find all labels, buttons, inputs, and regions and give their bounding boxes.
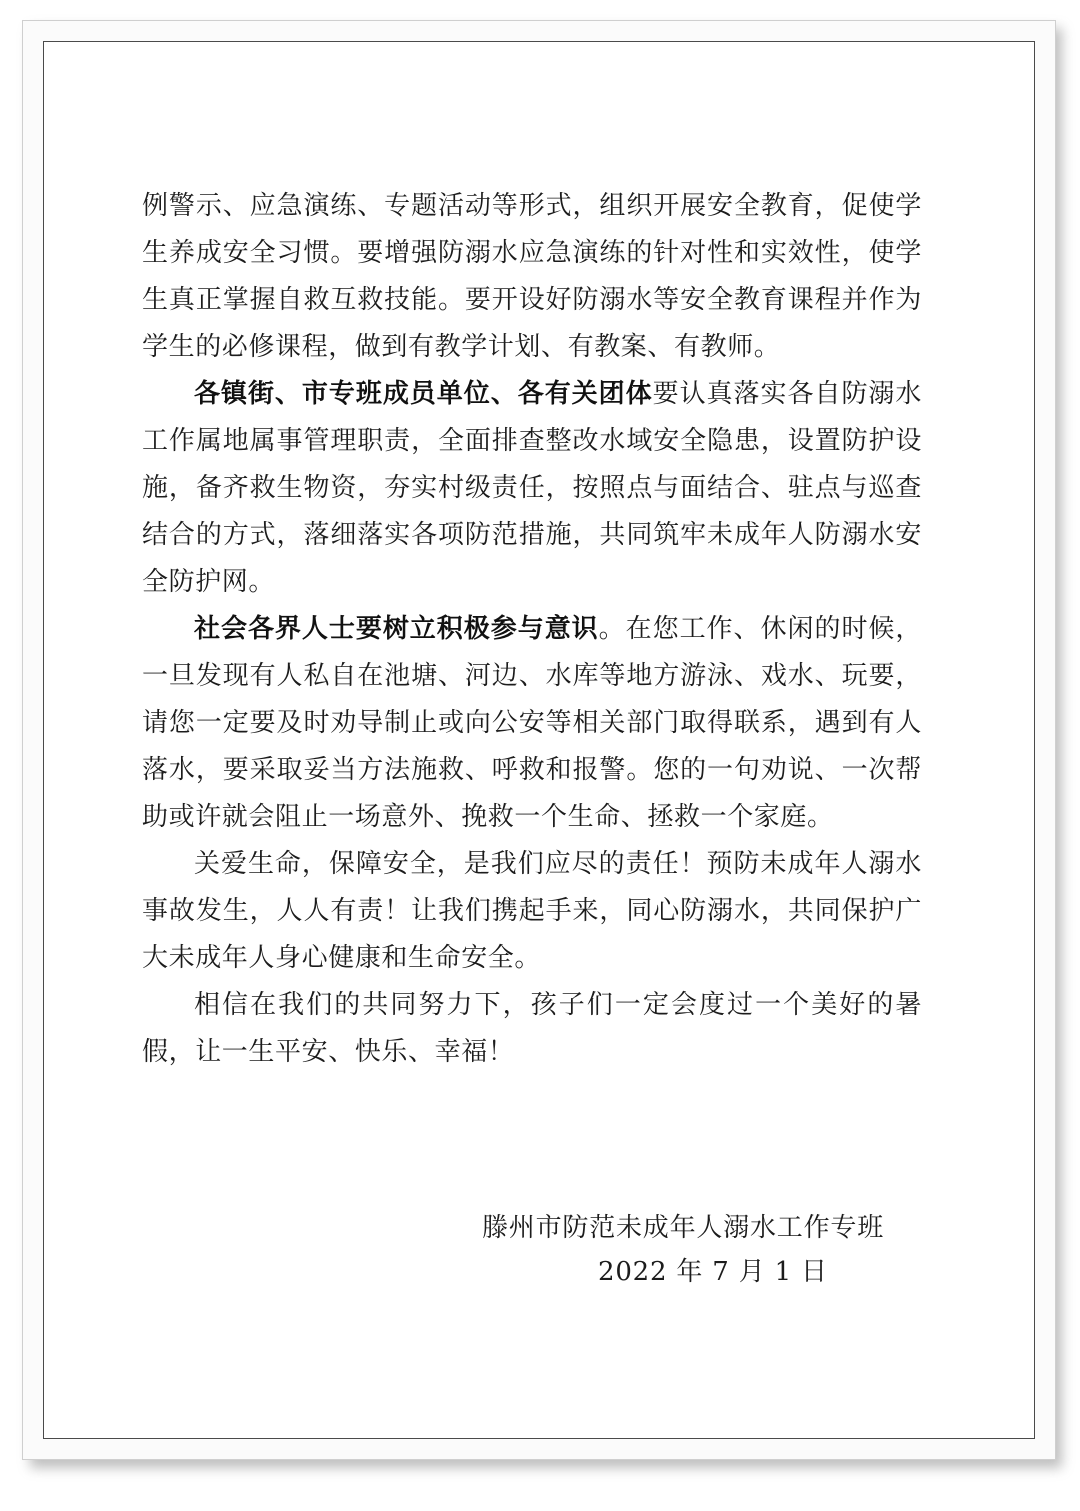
document-body xyxy=(142,183,922,1076)
paragraph-4: 关爱生命，保障安全，是我们应尽的责任！预防未成年人溺水事故发生，人人有责！让我们携起手来，同心防溺水，共同保护广大未成年人身心健康和生命安全。 xyxy=(142,849,922,973)
paragraph-2-text: 要认真落实各自防溺水工作属地属事管理职责，全面排查整改水域安全隐患，设置防护设施，备齐救生物资，夯实村级责任，按照点与面结合、驻点与巡查结合的方式，落细落实各项防范措施，共同筑牢未成年人防溺水安全防护网。 xyxy=(142,379,922,597)
paragraph-3-text: 。在您工作、休闲的时候，一旦发现有人私自在池塘、河边、水库等地方游泳、戏水、玩要，请您一定要及时劝导制止或向公安等相关部门取得联系，遇到有人落水，要采取妥当方法施救、呼救和报警。您的一句劝说、一次帮助或许就会阻止一场意外、挽救一个生命、拯救一个家庭。 xyxy=(142,614,922,832)
paragraph-3 xyxy=(142,606,922,841)
signature-organization: 滕州市防范未成年人溺水工作专班 xyxy=(482,1213,885,1243)
paragraph-1: 例警示、应急演练、专题活动等形式，组织开展安全教育，促使学生养成安全习惯。要增强防溺水应急演练的针对性和实效性，使学生真正掌握自救互救技能。要开设好防溺水等安全教育课程并作为学生的必修课程，做到有教学计划、有教案、有教师。 xyxy=(142,191,922,362)
paragraph-2-heading: 各镇街、市专班成员单位、各有关团体 xyxy=(194,379,653,409)
signature-date: 2022 年 7 月 1 日 xyxy=(598,1257,828,1287)
signature-block xyxy=(482,1206,884,1294)
paragraph-5: 相信在我们的共同努力下，孩子们一定会度过一个美好的暑假，让一生平安、快乐、幸福！ xyxy=(142,990,922,1067)
paragraph-2 xyxy=(142,371,922,606)
paragraph-3-heading: 社会各界人士要树立积极参与意识 xyxy=(194,614,599,644)
